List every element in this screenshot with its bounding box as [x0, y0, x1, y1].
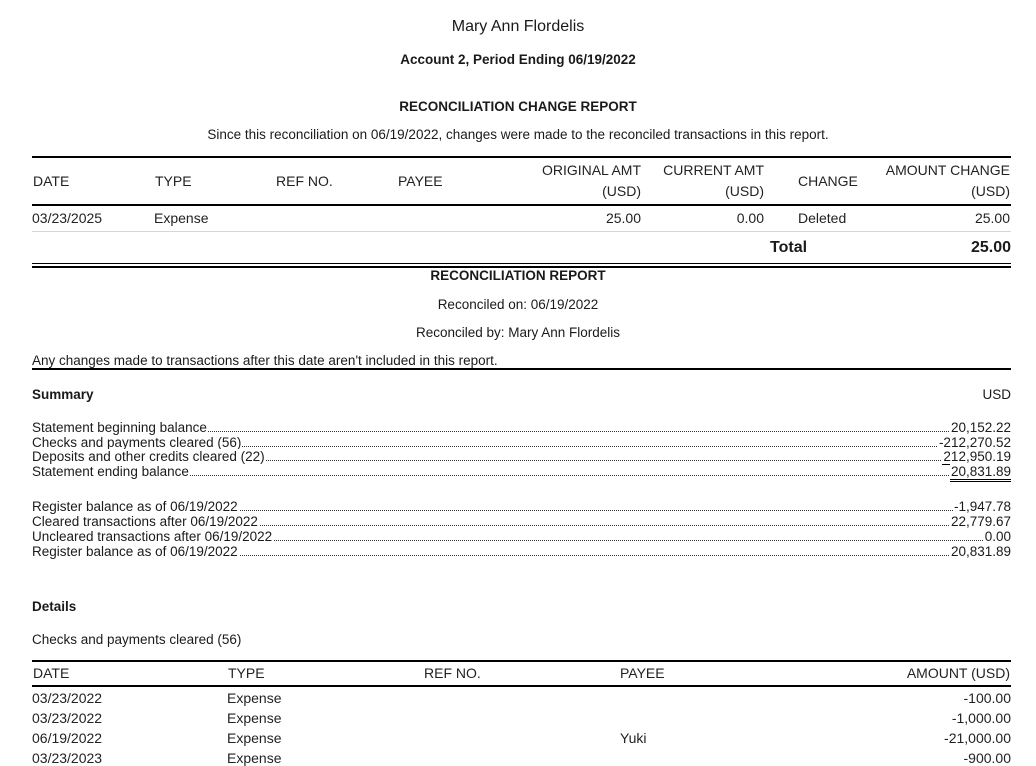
- details-row-amount: -21,000.00: [944, 730, 1011, 746]
- details-col-date: DATE: [33, 665, 70, 681]
- account-period: Account 2, Period Ending 06/19/2022: [400, 52, 636, 67]
- summary-value: 22,779.67: [950, 514, 1011, 529]
- summary-label: Statement beginning balance: [32, 420, 207, 435]
- summary-label: Statement ending balance: [32, 464, 189, 479]
- col-original-amt-unit: (USD): [602, 183, 641, 199]
- summary-value: -212,270.52: [938, 434, 1011, 450]
- recon-disclaimer: Any changes made to transactions after this date aren't included in this report.: [32, 353, 498, 368]
- details-table-header-rule: [32, 685, 1011, 687]
- details-row-type: Expense: [227, 730, 282, 746]
- summary-value: -1,947.78: [953, 499, 1011, 514]
- details-table-top-rule: [32, 660, 1011, 662]
- change-total-value: 25.00: [970, 239, 1011, 256]
- change-total-rule-1: [32, 263, 1011, 264]
- summary-title: Summary: [32, 387, 94, 402]
- reconciled-by: Reconciled by: Mary Ann Flordelis: [415, 325, 621, 340]
- col-amount-change: AMOUNT CHANGE: [885, 162, 1010, 178]
- details-col-amount: AMOUNT (USD): [906, 665, 1010, 681]
- col-original-amt: ORIGINAL AMT: [541, 162, 641, 178]
- col-change: CHANGE: [798, 173, 858, 189]
- row-current-amt: 0.00: [736, 210, 764, 226]
- summary-value: 0.00: [984, 529, 1011, 544]
- col-amount-change-unit: (USD): [971, 183, 1010, 199]
- summary-label: Uncleared transactions after 06/19/2022: [32, 529, 273, 544]
- details-col-payee: PAYEE: [620, 665, 665, 681]
- row-original-amt: 25.00: [605, 210, 641, 226]
- row-date: 03/23/2025: [32, 210, 103, 226]
- details-col-type: TYPE: [228, 665, 265, 681]
- details-row-amount: -900.00: [963, 750, 1011, 766]
- details-row-amount: -100.00: [963, 690, 1011, 706]
- summary-row-cleared-after: [32, 514, 1011, 529]
- details-row-date: 03/23/2022: [32, 690, 103, 706]
- summary-label: Deposits and other credits cleared (22): [32, 449, 265, 464]
- summary-value: 212,950.19: [943, 449, 1011, 464]
- col-current-amt: CURRENT AMT: [663, 162, 764, 178]
- recon-disclaimer-rule: [32, 368, 1011, 370]
- change-table-top-rule: [32, 156, 1011, 158]
- summary-row-checks-cleared: [32, 435, 1011, 450]
- details-title: Details: [32, 599, 77, 614]
- change-table-row-rule: [32, 231, 1011, 232]
- row-change: Deleted: [798, 210, 847, 226]
- recon-report-title: RECONCILIATION REPORT: [430, 268, 606, 283]
- col-payee: PAYEE: [398, 173, 443, 189]
- summary-row-register-balance-end: [32, 544, 1011, 559]
- summary-label: Register balance as of 06/19/2022: [32, 544, 238, 559]
- report-owner-name: Mary Ann Flordelis: [451, 18, 585, 35]
- summary-label: Checks and payments cleared (56): [32, 434, 242, 450]
- change-table-header-rule: [32, 204, 1011, 206]
- summary-row-beginning-balance: [32, 420, 1011, 435]
- details-col-ref-no: REF NO.: [424, 665, 481, 681]
- row-amount-change: 25.00: [974, 210, 1010, 226]
- col-ref-no: REF NO.: [276, 173, 333, 189]
- summary-label: Cleared transactions after 06/19/2022: [32, 514, 258, 529]
- details-row-type: Expense: [227, 710, 282, 726]
- details-row-amount: -1,000.00: [951, 710, 1011, 726]
- reconciled-on: Reconciled on: 06/19/2022: [437, 297, 599, 312]
- details-row-type: Expense: [227, 750, 282, 766]
- summary-label: Register balance as of 06/19/2022: [32, 499, 238, 514]
- summary-row-deposits-cleared: [32, 449, 1011, 464]
- summary-value: 20,152.22: [950, 420, 1011, 435]
- col-current-amt-unit: (USD): [725, 183, 764, 199]
- change-report-title: RECONCILIATION CHANGE REPORT: [399, 99, 637, 114]
- col-date: DATE: [33, 173, 70, 189]
- details-row-type: Expense: [227, 690, 282, 706]
- summary-row-register-balance-start: [32, 499, 1011, 514]
- summary-currency: USD: [982, 387, 1011, 402]
- summary-row-ending-balance: [32, 464, 1011, 479]
- details-subtitle: Checks and payments cleared (56): [32, 632, 242, 647]
- change-report-note: Since this reconciliation on 06/19/2022, changes were made to the reconciled transactions in this report.: [207, 127, 829, 142]
- summary-value: 20,831.89: [950, 464, 1011, 482]
- details-row-date: 03/23/2022: [32, 710, 103, 726]
- summary-value: 20,831.89: [950, 544, 1011, 559]
- details-row-date: 03/23/2023: [32, 750, 103, 766]
- summary-row-uncleared-after: [32, 529, 1011, 544]
- details-row-payee: Yuki: [620, 730, 647, 746]
- change-total-label: Total: [770, 239, 808, 256]
- col-type: TYPE: [155, 173, 192, 189]
- row-type: Expense: [154, 210, 209, 226]
- details-row-date: 06/19/2022: [32, 730, 103, 746]
